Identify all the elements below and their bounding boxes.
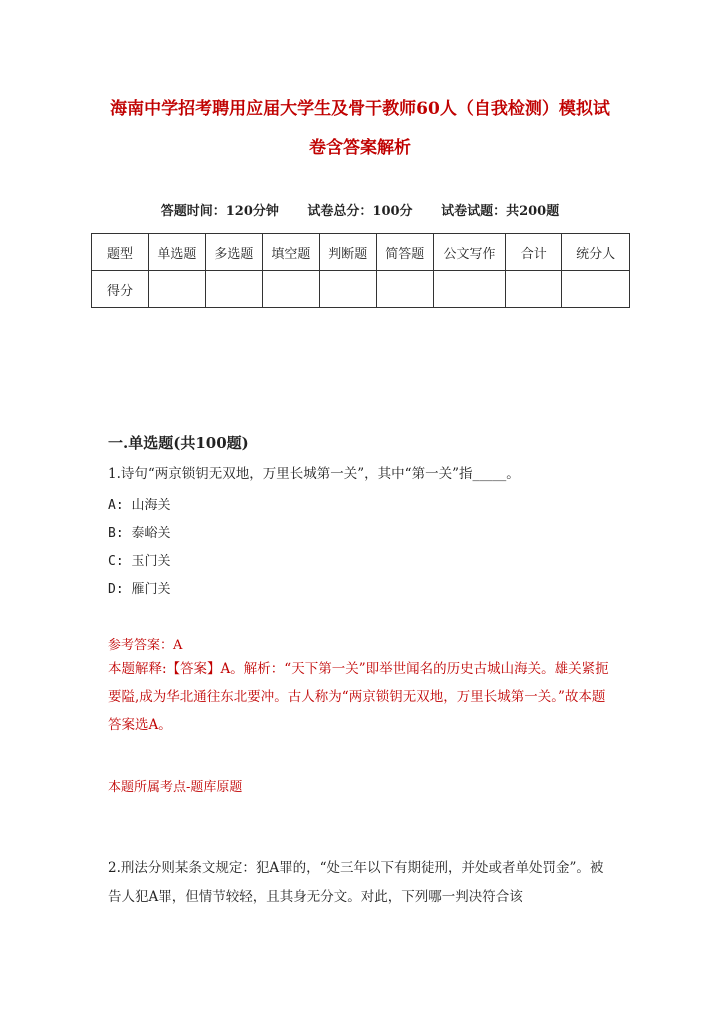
exam-info — [60, 200, 660, 219]
header-cell: 简答题 — [376, 234, 433, 271]
option-a — [108, 494, 171, 513]
option-text: 雁门关 — [131, 582, 171, 597]
score-cell — [376, 271, 433, 308]
score-cell — [562, 271, 630, 308]
score-table-score-row — [92, 271, 630, 308]
question-2-stem: 2.刑法分则某条文规定：犯A罪的，“处三年以下有期徒刑，并处或者单处罚金”。被告人犯A罪，但情节较轻，且其身无分文。对此，下列哪一判决符合该 — [108, 860, 604, 905]
score-cell — [205, 271, 262, 308]
header-cell: 填空题 — [262, 234, 319, 271]
document-title-line-1: 海南中学招考聘用应届大学生及骨干教师60人（自我检测）模拟试 — [110, 99, 610, 119]
option-b — [108, 522, 171, 541]
exam-time: 答题时间：120分钟 — [160, 204, 279, 219]
option-key: A: — [108, 498, 124, 513]
option-text: 玉门关 — [131, 554, 171, 569]
option-d — [108, 578, 171, 597]
section-title: 一.单选题(共100题) — [108, 434, 249, 452]
option-text: 泰峪关 — [131, 526, 171, 541]
question-1-stem: 1.诗句“两京锁钥无双地，万里长城第一关”，其中“第一关”指_____。 — [108, 466, 520, 482]
header-cell: 判断题 — [319, 234, 376, 271]
score-cell — [319, 271, 376, 308]
exam-question-count: 试卷试题：共200题 — [441, 204, 560, 219]
option-key: C: — [108, 554, 124, 569]
header-cell: 合计 — [506, 234, 562, 271]
score-cell — [148, 271, 205, 308]
document-title-line-2: 卷含答案解析 — [309, 138, 411, 158]
header-cell: 多选题 — [205, 234, 262, 271]
header-cell: 题型 — [92, 234, 149, 271]
row-label: 得分 — [92, 271, 149, 308]
exam-total-score: 试卷总分：100分 — [307, 204, 413, 219]
option-text: 山海关 — [131, 498, 171, 513]
option-c — [108, 550, 171, 569]
score-table — [91, 233, 630, 308]
option-key: D: — [108, 582, 124, 597]
header-cell: 统分人 — [562, 234, 630, 271]
score-cell — [433, 271, 506, 308]
header-cell: 单选题 — [148, 234, 205, 271]
score-cell — [506, 271, 562, 308]
reference-answer: 参考答案：A — [108, 638, 183, 653]
score-cell — [262, 271, 319, 308]
answer-explanation: 本题解释:【答案】A。解析：“天下第一关”即举世闻名的历史古城山海关。雄关紧扼要隘,成为华北通往东北要冲。古人称为“两京锁钥无双地，万里长城第一关。”故本题答案选A。 — [108, 661, 609, 733]
header-cell: 公文写作 — [433, 234, 506, 271]
option-key: B: — [108, 526, 124, 541]
question-source: 本题所属考点-题库原题 — [108, 780, 243, 795]
score-table-header-row — [92, 234, 630, 271]
